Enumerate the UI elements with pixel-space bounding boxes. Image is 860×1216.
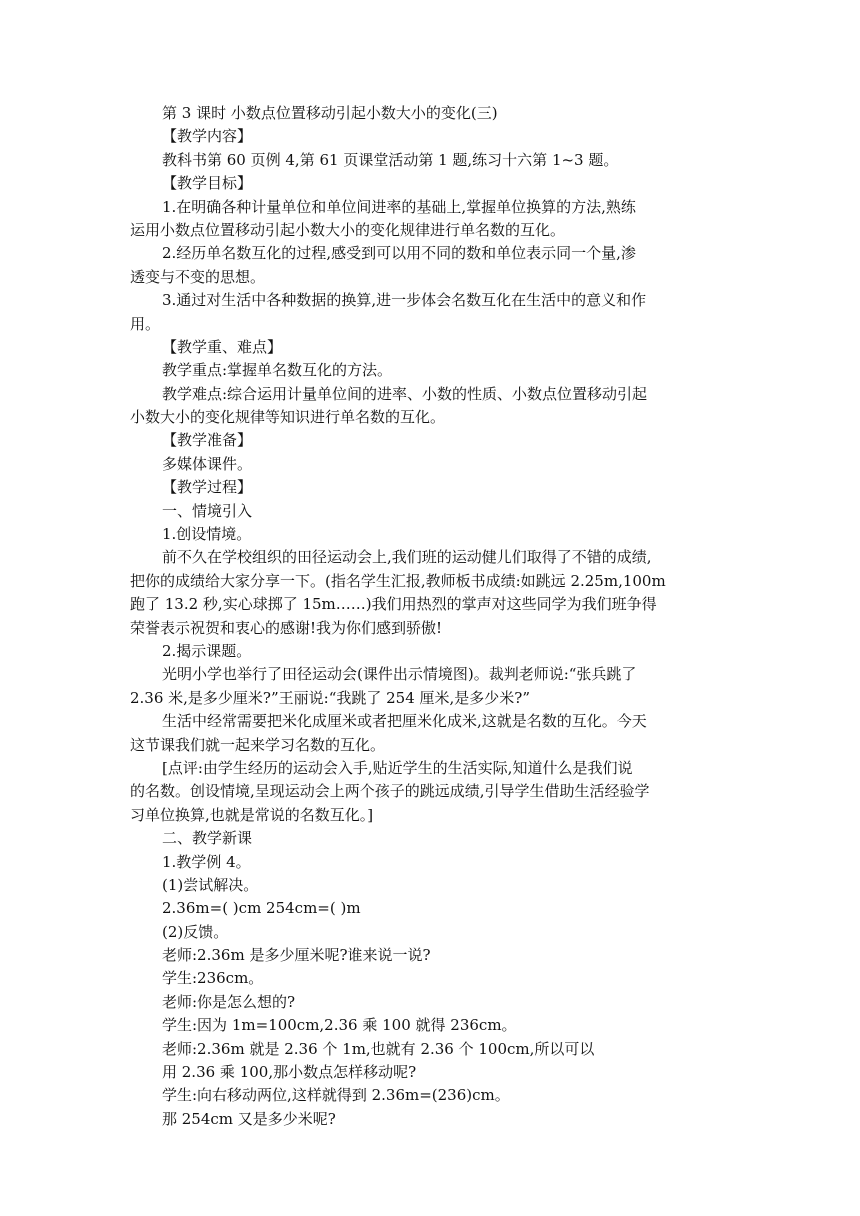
text-line: [点评:由学生经历的运动会入手,贴近学生的生活实际,知道什么是我们说 bbox=[162, 758, 633, 777]
text-line: 2.36 米,是多少厘米?”王丽说:“我跳了 254 厘米,是多少米?” bbox=[130, 688, 531, 707]
text-line: 【教学过程】 bbox=[162, 478, 253, 497]
text-line: 光明小学也举行了田径运动会(课件出示情境图)。裁判老师说:“张兵跳了 bbox=[162, 665, 637, 684]
text-line: 透变与不变的思想。 bbox=[130, 267, 266, 286]
text-line: 【教学准备】 bbox=[162, 431, 253, 450]
text-line: 3.通过对生活中各种数据的换算,进一步体会名数互化在生活中的意义和作 bbox=[162, 291, 647, 310]
text-line: 教学难点:综合运用计量单位间的进率、小数的性质、小数点位置移动引起 bbox=[162, 384, 648, 403]
text-line: 【教学重、难点】 bbox=[162, 337, 283, 356]
text-line: 【教学内容】 bbox=[162, 127, 253, 146]
text-line: 运用小数点位置移动引起小数大小的变化规律进行单名数的互化。 bbox=[130, 220, 566, 239]
text-line: 多媒体课件。 bbox=[162, 454, 253, 473]
text-line: 学生:因为 1m=100cm,2.36 乘 100 就得 236cm。 bbox=[162, 1016, 517, 1035]
text-line: 习单位换算,也就是常说的名数互化。] bbox=[130, 805, 374, 824]
text-line: 生活中经常需要把米化成厘米或者把厘米化成米,这就是名数的互化。今天 bbox=[162, 712, 647, 731]
text-line: 跑了 13.2 秒,实心球掷了 15m……)我们用热烈的掌声对这些同学为我们班争得 bbox=[130, 595, 657, 614]
document-page bbox=[130, 102, 730, 1131]
text-line: 这节课我们就一起来学习名数的互化。 bbox=[130, 735, 386, 754]
text-line: 前不久在学校组织的田径运动会上,我们班的运动健儿们取得了不错的成绩, bbox=[162, 548, 652, 567]
text-line: 1.教学例 4。 bbox=[162, 852, 251, 871]
text-line: 1.在明确各种计量单位和单位间进率的基础上,掌握单位换算的方法,熟练 bbox=[162, 197, 636, 216]
text-line: 那 254cm 又是多少米呢? bbox=[162, 1109, 336, 1128]
text-line: 2.经历单名数互化的过程,感受到可以用不同的数和单位表示同一个量,渗 bbox=[162, 244, 636, 263]
text-line: 1.创设情境。 bbox=[162, 525, 252, 544]
text-line: 用。 bbox=[130, 314, 161, 333]
text-line: 荣誉表示祝贺和衷心的感谢!我为你们感到骄傲! bbox=[130, 618, 443, 637]
text-line: (1)尝试解决。 bbox=[162, 875, 259, 894]
text-line: 一、情境引入 bbox=[162, 501, 253, 520]
text-line: 用 2.36 乘 100,那小数点怎样移动呢? bbox=[162, 1063, 417, 1082]
text-line: 【教学目标】 bbox=[162, 174, 253, 193]
text-line: 第 3 课时 小数点位置移动引起小数大小的变化(三) bbox=[162, 104, 498, 122]
text-line: 小数大小的变化规律等知识进行单名数的互化。 bbox=[130, 408, 446, 427]
text-line: 2.36m=( )cm 254cm=( )m bbox=[162, 899, 361, 918]
text-line: 学生:向右移动两位,这样就得到 2.36m=(236)cm。 bbox=[162, 1086, 510, 1105]
text-line: 的名数。创设情境,呈现运动会上两个孩子的跳远成绩,引导学生借助生活经验学 bbox=[130, 782, 650, 801]
text-line: 二、教学新课 bbox=[162, 829, 253, 848]
text-line: 教科书第 60 页例 4,第 61 页课堂活动第 1 题,练习十六第 1~3 题。 bbox=[162, 150, 619, 169]
text-line: 老师:2.36m 是多少厘米呢?谁来说一说? bbox=[162, 946, 431, 965]
text-line: 学生:236cm。 bbox=[162, 969, 264, 988]
text-line: (2)反馈。 bbox=[162, 922, 229, 941]
text-line: 老师:2.36m 就是 2.36 个 1m,也就有 2.36 个 100cm,所以可以 bbox=[162, 1039, 595, 1058]
text-line: 教学重点:掌握单名数互化的方法。 bbox=[162, 361, 393, 380]
text-line: 老师:你是怎么想的? bbox=[162, 992, 296, 1011]
text-line: 把你的成绩给大家分享一下。(指名学生汇报,教师板书成绩:如跳远 2.25m,100m bbox=[130, 571, 666, 590]
text-line: 2.揭示课题。 bbox=[162, 641, 252, 660]
